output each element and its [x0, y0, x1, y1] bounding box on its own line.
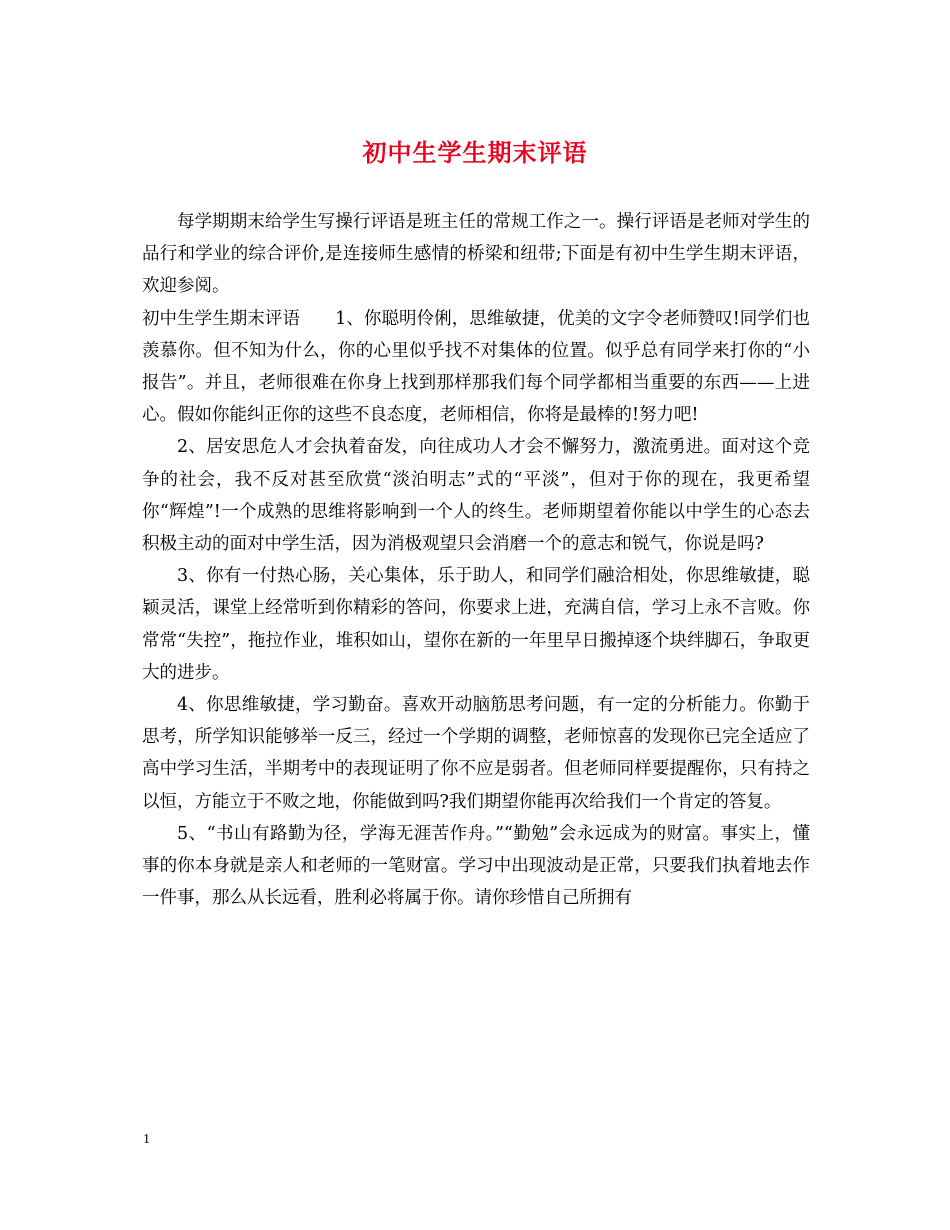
comment-paragraph-5: 5、“书山有路勤为径，学海无涯苦作舟。”“勤勉”会永远成为的财富。事实上，懂事的你本身就是亲人和老师的一笔财富。学习中出现波动是正常，只要我们执着地去作一件事，那么从长远看，胜利必将属于你。请你珍惜自己所拥有: [142, 823, 810, 909]
comment-paragraph-2: 2、居安思危人才会执着奋发，向往成功人才会不懈努力，激流勇进。面对这个竞争的社会，我不反对甚至欣赏“淡泊明志”式的“平淡”，但对于你的现在，我更希望你“辉煌”!一个成熟的思维将影响到一个人的终生。老师期望着你能以中学生的心态去积极主动的面对中学生活，因为消极观望只会消磨一个的意志和锐气，你说是吗?: [142, 437, 810, 555]
page-number: 1: [143, 1132, 150, 1147]
intro-paragraph: 每学期期末给学生写操行评语是班主任的常规工作之一。操行评语是老师对学生的品行和学业的综合评价,是连接师生感情的桥梁和纽带;下面是有初中生学生期末评语，欢迎参阅。: [142, 212, 810, 297]
comment-paragraph-1: 初中生学生期末评语 1、你聪明伶俐，思维敏捷，优美的文字令老师赞叹!同学们也羡慕你。但不知为什么，你的心里似乎找不对集体的位置。似乎总有同学来打你的“小报告”。并且，老师很难在你身上找到那样那我们每个同学都相当重要的东西——上进心。假如你能纠正你的这些不良态度，老师相信，你将是最棒的!努力吧!: [142, 308, 810, 426]
comment-paragraph-3: 3、你有一付热心肠，关心集体，乐于助人，和同学们融洽相处，你思维敏捷，聪颖灵活，课堂上经常听到你精彩的答问，你要求上进，充满自信，学习上永不言败。你常常“失控”，拖拉作业，堆积如山，望你在新的一年里早日搬掉逐个块绊脚石，争取更大的进步。: [142, 566, 810, 683]
document-body: [142, 206, 810, 914]
document-title: 初中生学生期末评语: [362, 138, 588, 167]
comment-paragraph-4: 4、你思维敏捷，学习勤奋。喜欢开动脑筋思考问题，有一定的分析能力。你勤于思考，所学知识能够举一反三，经过一个学期的调整，老师惊喜的发现你已完全适应了高中学习生活，半期考中的表现证明了你不应是弱者。但老师同样要提醒你，只有持之以恒，方能立于不败之地，你能做到吗?我们期望你能再次给我们一个肯定的答复。: [142, 695, 810, 812]
